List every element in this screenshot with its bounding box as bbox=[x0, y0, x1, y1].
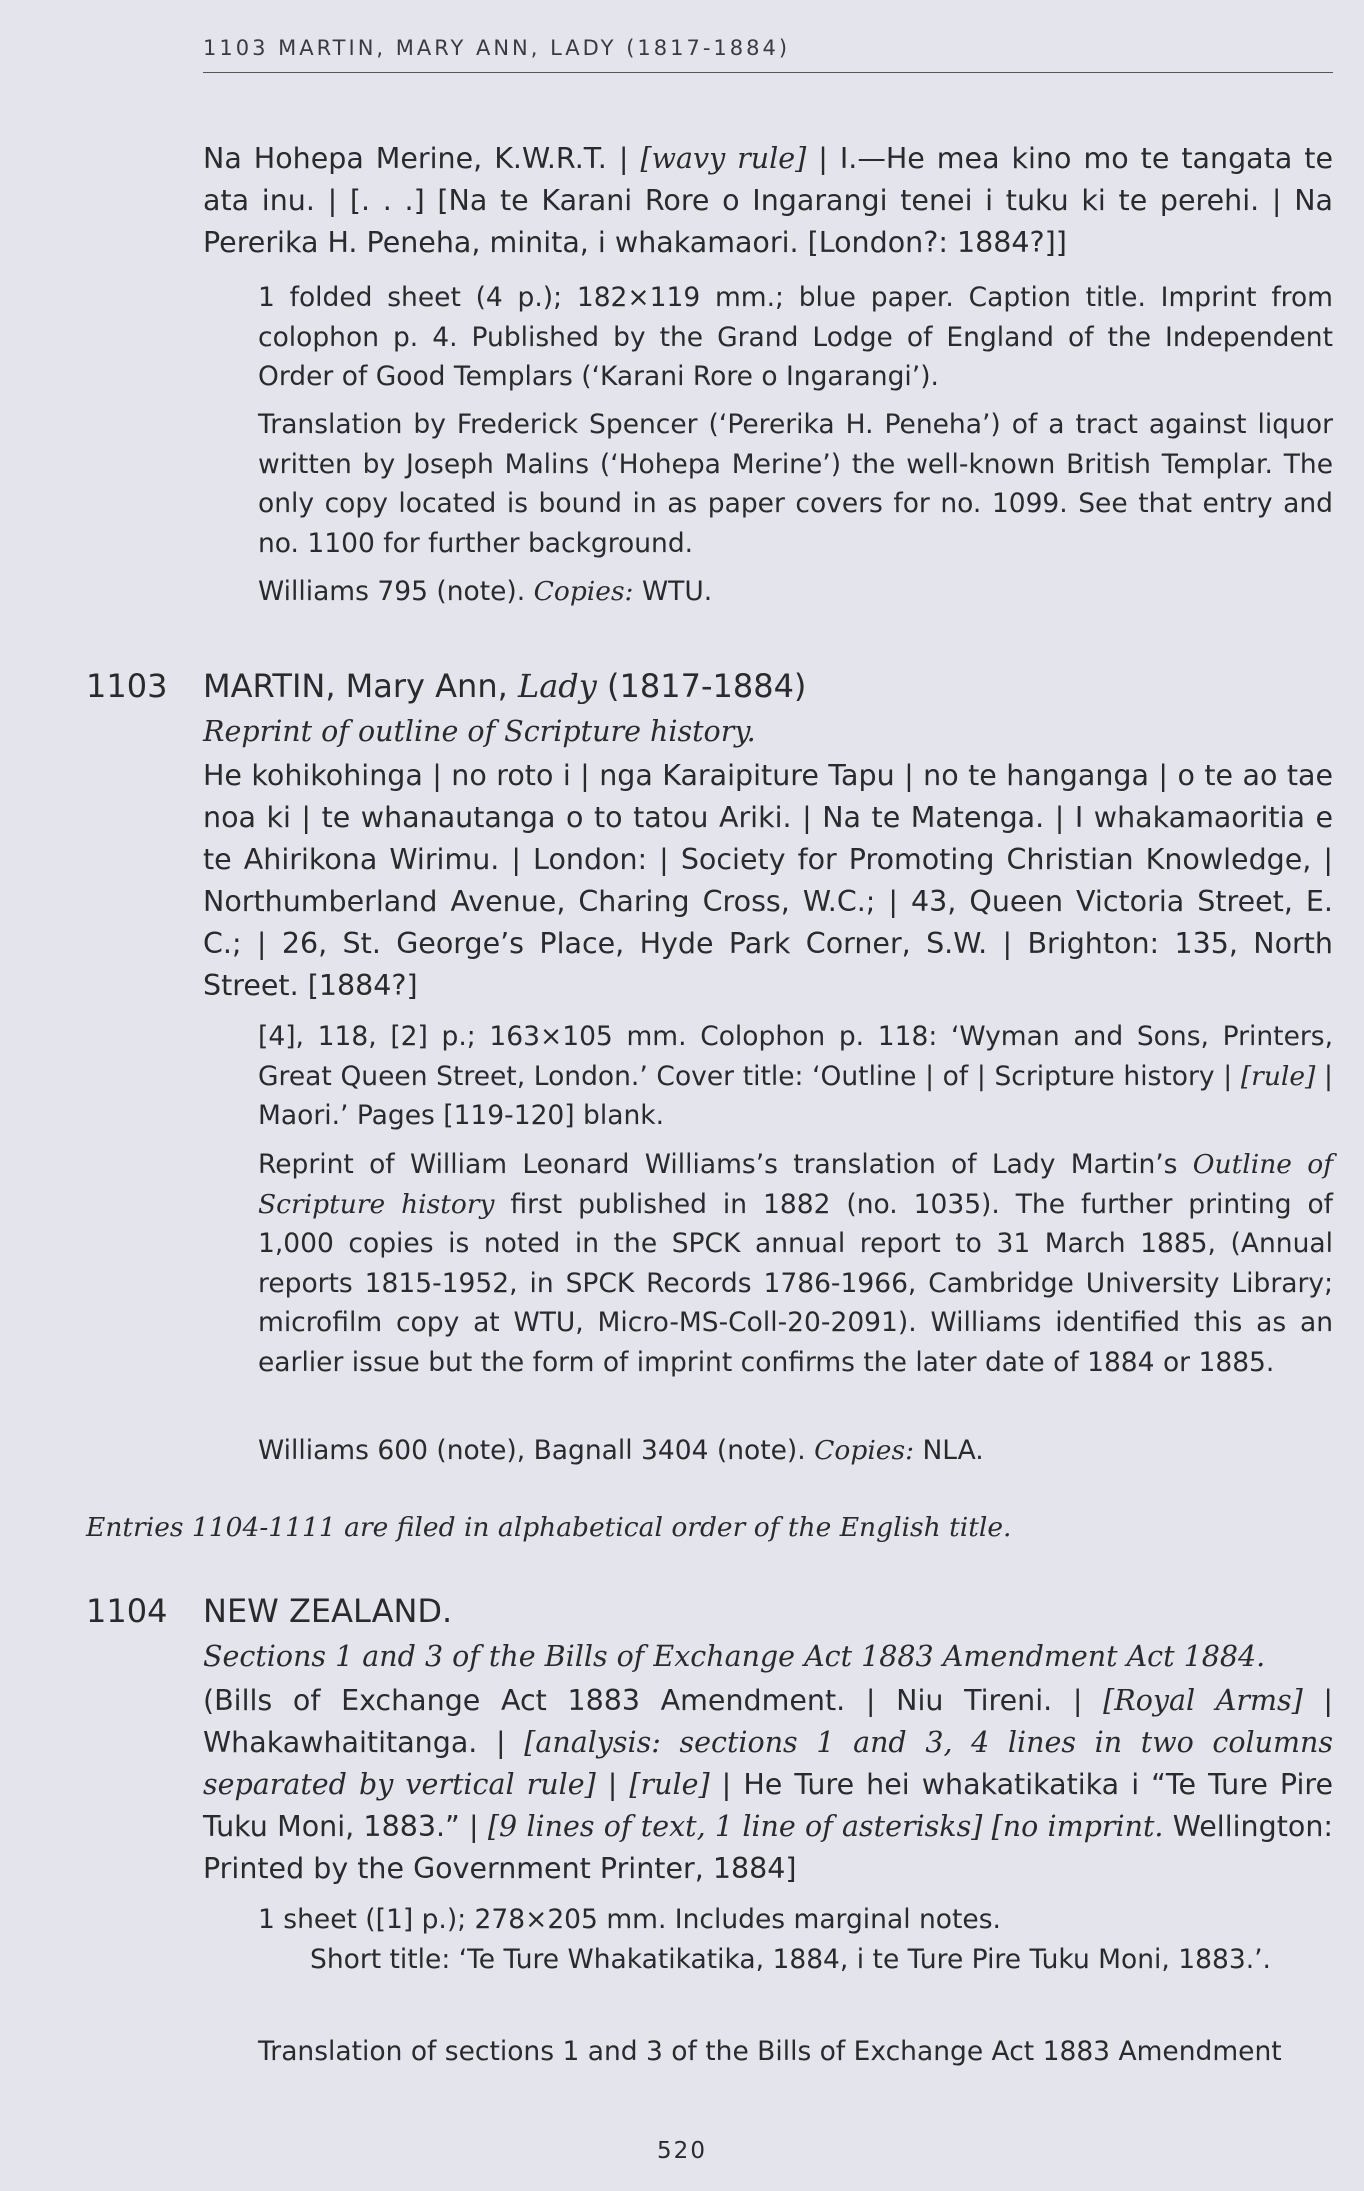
text-run: | bbox=[595, 1768, 630, 1801]
page-number: 520 bbox=[657, 2138, 707, 2164]
text-run: Reprint of William Leonard Williams’s translation of Lady Martin’s bbox=[258, 1149, 1193, 1180]
italic-run: [analysis: sections 1 and 3, 4 lines in two columns separated by vertical rule] bbox=[203, 1726, 1333, 1801]
author-dates: (1817-1884) bbox=[607, 667, 807, 705]
entry-1104-physical-description: 1 sheet ([1] p.); 278×205 mm. Includes marginal notes. bbox=[258, 1904, 1001, 1935]
italic-run: [wavy rule] bbox=[640, 142, 807, 175]
text-run: Na Hohepa Merine, K.W.R.T. | bbox=[203, 142, 641, 175]
filing-note: Entries 1104-1111 are filed in alphabetical order of the English title. bbox=[86, 1512, 1012, 1543]
header-rule bbox=[203, 72, 1333, 73]
italic-run: [9 lines of text, 1 line of asterisks] bbox=[487, 1810, 983, 1843]
entry-1103-uniform-title: Reprint of outline of Scripture history. bbox=[203, 715, 756, 748]
entry-1103-physical-description bbox=[258, 1017, 1333, 1136]
entry-1103-note bbox=[258, 1145, 1333, 1382]
text-run: first published in 1882 (no. 1035). The further printing of 1,000 copies is noted in the SPCK annual report to 31 March 1885, (Annual reports 1815-1952, in SPCK Records 1786-1966, Cambridge University Library; microfilm copy at WTU, Micro-MS-Coll-20-2091). Williams identified this as an earlier issue but the form of imprint confirms the later date of 1884 or 1885. bbox=[258, 1188, 1333, 1378]
entry-1102-references bbox=[258, 572, 1333, 612]
entry-number-1103: 1103 bbox=[86, 667, 168, 705]
copies-value: NLA. bbox=[922, 1435, 984, 1466]
copies-value: WTU. bbox=[641, 576, 713, 607]
references-text: Williams 600 (note), Bagnall 3404 (note). bbox=[258, 1435, 806, 1466]
entry-1104-transcription bbox=[203, 1680, 1333, 1890]
entry-1102-transcription bbox=[203, 138, 1333, 264]
text-run: [4], 118, [2] p.; 163×105 mm. Colophon p. 118: ‘Wyman and Sons, Printers, Great Queen Street, London.’ Cover title: ‘Outline | of | Scripture history | bbox=[258, 1021, 1333, 1092]
italic-run: [rule] bbox=[1240, 1060, 1316, 1092]
text-run: (Bills of Exchange Act 1883 Amendment. | Niu Tireni. | bbox=[203, 1684, 1104, 1717]
copies-label: Copies: bbox=[533, 576, 634, 607]
copies-label: Copies: bbox=[814, 1435, 915, 1466]
italic-run: Outline of Scripture history bbox=[258, 1149, 1334, 1220]
entry-number-1104: 1104 bbox=[86, 1592, 168, 1630]
references-text: Williams 795 (note). bbox=[258, 576, 526, 607]
text-run: | I.—He mea kino mo te tangata te ata inu. | [. . .] [Na te Karani Rore o Ingarangi tenei i tuku ki te perehi. | Na Pererika H. Peneha, minita, i whakamaori. [London?: 1884?]] bbox=[203, 142, 1333, 259]
author-title: Lady bbox=[517, 667, 597, 705]
text-run: | He Ture hei whakatikatika i “Te Ture Pire Tuku Moni, 1883.” | bbox=[203, 1768, 1334, 1843]
italic-run: [no imprint. bbox=[991, 1810, 1164, 1843]
entry-1102-note: Translation by Frederick Spencer (‘Pererika H. Peneha’) of a tract against liquor written by Joseph Malins (‘Hohepa Merine’) the well-known British Templar. The only copy located is bound in as paper covers for no. 1099. See that entry and no. 1100 for further background. bbox=[258, 409, 1333, 559]
text-run: | Whakawhaititanga. | bbox=[203, 1684, 1333, 1759]
italic-run: [Royal Arms] bbox=[1103, 1684, 1303, 1717]
entry-1103-references bbox=[258, 1431, 1333, 1471]
text-run: | Maori.’ Pages [119-120] blank. bbox=[258, 1060, 1333, 1131]
entry-1104-short-title: Short title: ‘Te Ture Whakatikatika, 1884, i te Ture Pire Tuku Moni, 1883.’. bbox=[310, 1944, 1271, 1975]
text-run: Wellington: Printed by the Government Printer, 1884] bbox=[203, 1810, 1333, 1885]
entry-1102-physical-description: 1 folded sheet (4 p.); 182×119 mm.; blue paper. Caption title. Imprint from colophon p. 4. Published by the Grand Lodge of England of the Independent Order of Good Templars (‘Karani Rore o Ingarangi’). bbox=[258, 282, 1333, 392]
entry-1104-note: Translation of sections 1 and 3 of the Bills of Exchange Act 1883 Amendment bbox=[258, 2036, 1282, 2067]
italic-run: [rule] bbox=[629, 1768, 710, 1801]
running-head: 1103 MARTIN, MARY ANN, LADY (1817-1884) bbox=[203, 36, 791, 60]
entry-1104-uniform-title: Sections 1 and 3 of the Bills of Exchange Act 1883 Amendment Act 1884. bbox=[203, 1640, 1266, 1673]
author-name: MARTIN, Mary Ann, bbox=[203, 667, 508, 705]
text-run: He kohikohinga | no roto i | nga Karaipiture Tapu | no te hanganga | o te ao tae noa ki | te whanautanga o to tatou Ariki. | Na te Matenga. | I whakamaoritia e te Ahirikona Wirimu. | London: | Society for Promoting Christian Knowledge, | Northumberland Avenue, Charing Cross, W.C.; | 43, Queen Victoria Street, E. C.; | 26, St. George’s Place, Hyde Park Corner, S.W. | Brighton: 135, North Street. [1884?] bbox=[203, 759, 1333, 1002]
text-run bbox=[982, 1810, 991, 1843]
entry-1103-transcription bbox=[203, 755, 1333, 1007]
entry-1103-heading bbox=[203, 665, 806, 707]
entry-1104-heading: NEW ZEALAND. bbox=[203, 1592, 453, 1630]
